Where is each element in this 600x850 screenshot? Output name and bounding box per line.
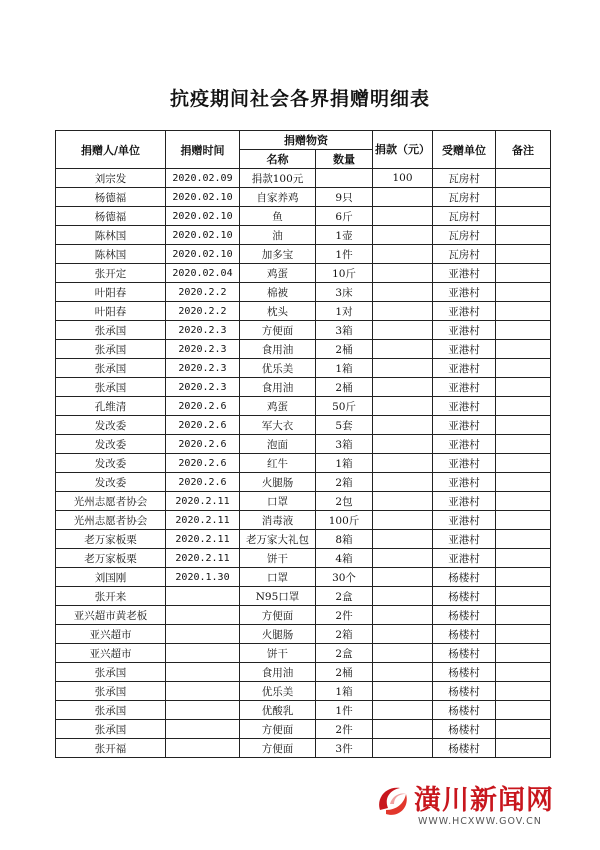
table-row bbox=[56, 416, 551, 435]
receiver-cell: 瓦房村 bbox=[433, 188, 496, 207]
goods-qty-cell: 3床 bbox=[316, 283, 373, 302]
donor-cell: 张承国 bbox=[56, 378, 166, 397]
cash-cell bbox=[373, 663, 433, 682]
date-cell bbox=[166, 720, 240, 739]
cash-cell bbox=[373, 511, 433, 530]
receiver-cell: 亚港村 bbox=[433, 397, 496, 416]
goods-name-cell: 食用油 bbox=[240, 378, 316, 397]
goods-name-cell: 口罩 bbox=[240, 568, 316, 587]
receiver-cell: 瓦房村 bbox=[433, 207, 496, 226]
cash-cell bbox=[373, 720, 433, 739]
site-url: WWW.HCXWW.GOV.CN bbox=[418, 816, 542, 827]
remark-cell bbox=[496, 625, 551, 644]
donor-cell: 杨德福 bbox=[56, 188, 166, 207]
receiver-cell: 亚港村 bbox=[433, 511, 496, 530]
remark-cell bbox=[496, 644, 551, 663]
goods-name-cell: 优乐美 bbox=[240, 682, 316, 701]
table-row bbox=[56, 568, 551, 587]
remark-cell bbox=[496, 245, 551, 264]
remark-cell bbox=[496, 530, 551, 549]
goods-qty-cell: 3箱 bbox=[316, 321, 373, 340]
table-row bbox=[56, 682, 551, 701]
goods-qty-cell: 2箱 bbox=[316, 473, 373, 492]
table-row bbox=[56, 492, 551, 511]
goods-qty-cell: 2桶 bbox=[316, 378, 373, 397]
donor-cell: 张承国 bbox=[56, 359, 166, 378]
receiver-cell: 亚港村 bbox=[433, 473, 496, 492]
receiver-cell: 杨楼村 bbox=[433, 682, 496, 701]
receiver-cell: 杨楼村 bbox=[433, 606, 496, 625]
receiver-cell: 亚港村 bbox=[433, 530, 496, 549]
date-cell: 2020.2.11 bbox=[166, 530, 240, 549]
receiver-cell: 杨楼村 bbox=[433, 701, 496, 720]
table-row bbox=[56, 625, 551, 644]
table-row bbox=[56, 720, 551, 739]
receiver-cell: 杨楼村 bbox=[433, 644, 496, 663]
receiver-cell: 亚港村 bbox=[433, 549, 496, 568]
goods-qty-cell: 2件 bbox=[316, 606, 373, 625]
donor-cell: 陈林国 bbox=[56, 226, 166, 245]
remark-cell bbox=[496, 340, 551, 359]
date-cell: 2020.2.2 bbox=[166, 302, 240, 321]
goods-qty-cell: 100斤 bbox=[316, 511, 373, 530]
goods-qty-cell: 30个 bbox=[316, 568, 373, 587]
page-title: 抗疫期间社会各界捐赠明细表 bbox=[169, 88, 430, 110]
goods-qty-cell: 1箱 bbox=[316, 454, 373, 473]
table-row bbox=[56, 511, 551, 530]
receiver-cell: 杨楼村 bbox=[433, 587, 496, 606]
date-cell bbox=[166, 701, 240, 720]
date-cell: 2020.2.2 bbox=[166, 283, 240, 302]
remark-cell bbox=[496, 435, 551, 454]
date-cell: 2020.02.10 bbox=[166, 226, 240, 245]
donor-cell: 陈林国 bbox=[56, 245, 166, 264]
table-row bbox=[56, 739, 551, 758]
remark-cell bbox=[496, 701, 551, 720]
goods-qty-cell: 3件 bbox=[316, 739, 373, 758]
donor-cell: 张承国 bbox=[56, 321, 166, 340]
remark-cell bbox=[496, 302, 551, 321]
table-row bbox=[56, 321, 551, 340]
donor-cell: 发改委 bbox=[56, 454, 166, 473]
cash-cell bbox=[373, 549, 433, 568]
receiver-cell: 杨楼村 bbox=[433, 625, 496, 644]
goods-name-cell: 优酸乳 bbox=[240, 701, 316, 720]
cash-cell bbox=[373, 416, 433, 435]
cash-cell bbox=[373, 226, 433, 245]
goods-qty-cell: 2包 bbox=[316, 492, 373, 511]
cash-cell bbox=[373, 625, 433, 644]
goods-qty-cell: 3箱 bbox=[316, 435, 373, 454]
header-remark: 备注 bbox=[496, 131, 551, 169]
cash-cell bbox=[373, 359, 433, 378]
cash-cell bbox=[373, 492, 433, 511]
table-row bbox=[56, 530, 551, 549]
remark-cell bbox=[496, 682, 551, 701]
donor-cell: 发改委 bbox=[56, 473, 166, 492]
date-cell: 2020.02.10 bbox=[166, 245, 240, 264]
remark-cell bbox=[496, 416, 551, 435]
goods-name-cell: 优乐美 bbox=[240, 359, 316, 378]
goods-qty-cell: 4箱 bbox=[316, 549, 373, 568]
site-watermark bbox=[372, 776, 582, 836]
remark-cell bbox=[496, 587, 551, 606]
goods-qty-cell: 2件 bbox=[316, 720, 373, 739]
goods-name-cell: 自家养鸡 bbox=[240, 188, 316, 207]
donor-cell: 张开福 bbox=[56, 739, 166, 758]
receiver-cell: 亚港村 bbox=[433, 378, 496, 397]
goods-name-cell: 鱼 bbox=[240, 207, 316, 226]
goods-qty-cell: 2桶 bbox=[316, 340, 373, 359]
remark-cell bbox=[496, 378, 551, 397]
donor-cell: 刘国刚 bbox=[56, 568, 166, 587]
goods-qty-cell: 9只 bbox=[316, 188, 373, 207]
table-body bbox=[56, 169, 551, 758]
goods-name-cell: 饼干 bbox=[240, 644, 316, 663]
donor-cell: 叶阳春 bbox=[56, 283, 166, 302]
goods-qty-cell: 2盒 bbox=[316, 587, 373, 606]
table-row bbox=[56, 473, 551, 492]
cash-cell bbox=[373, 739, 433, 758]
donor-cell: 张承国 bbox=[56, 663, 166, 682]
goods-name-cell: 加多宝 bbox=[240, 245, 316, 264]
date-cell bbox=[166, 644, 240, 663]
donor-cell: 亚兴超市 bbox=[56, 644, 166, 663]
table-row bbox=[56, 587, 551, 606]
cash-cell bbox=[373, 397, 433, 416]
remark-cell bbox=[496, 492, 551, 511]
cash-cell bbox=[373, 606, 433, 625]
remark-cell bbox=[496, 359, 551, 378]
site-logo-icon bbox=[372, 780, 412, 820]
donor-cell: 亚兴超市 bbox=[56, 625, 166, 644]
receiver-cell: 亚港村 bbox=[433, 359, 496, 378]
goods-qty-cell: 8箱 bbox=[316, 530, 373, 549]
goods-name-cell: 泡面 bbox=[240, 435, 316, 454]
remark-cell bbox=[496, 207, 551, 226]
remark-cell bbox=[496, 169, 551, 188]
remark-cell bbox=[496, 568, 551, 587]
remark-cell bbox=[496, 226, 551, 245]
table-row bbox=[56, 378, 551, 397]
cash-cell bbox=[373, 264, 433, 283]
cash-cell bbox=[373, 530, 433, 549]
table-row bbox=[56, 701, 551, 720]
goods-name-cell: 油 bbox=[240, 226, 316, 245]
remark-cell bbox=[496, 473, 551, 492]
date-cell: 2020.2.3 bbox=[166, 378, 240, 397]
donor-cell: 叶阳春 bbox=[56, 302, 166, 321]
donor-cell: 杨德福 bbox=[56, 207, 166, 226]
cash-cell bbox=[373, 188, 433, 207]
header-donor: 捐赠人/单位 bbox=[56, 131, 166, 169]
goods-name-cell: 红牛 bbox=[240, 454, 316, 473]
goods-name-cell: 捐款100元 bbox=[240, 169, 316, 188]
date-cell: 2020.2.11 bbox=[166, 492, 240, 511]
table-row bbox=[56, 663, 551, 682]
date-cell: 2020.2.11 bbox=[166, 511, 240, 530]
table-row bbox=[56, 264, 551, 283]
receiver-cell: 亚港村 bbox=[433, 302, 496, 321]
date-cell bbox=[166, 606, 240, 625]
table-row bbox=[56, 454, 551, 473]
cash-cell bbox=[373, 283, 433, 302]
goods-qty-cell: 2箱 bbox=[316, 625, 373, 644]
table-row bbox=[56, 435, 551, 454]
donor-cell: 张承国 bbox=[56, 682, 166, 701]
goods-name-cell: 火腿肠 bbox=[240, 625, 316, 644]
cash-cell bbox=[373, 587, 433, 606]
date-cell: 2020.1.30 bbox=[166, 568, 240, 587]
goods-qty-cell: 1箱 bbox=[316, 682, 373, 701]
date-cell: 2020.2.3 bbox=[166, 359, 240, 378]
donor-cell: 光州志愿者协会 bbox=[56, 492, 166, 511]
header-receiver: 受赠单位 bbox=[433, 131, 496, 169]
receiver-cell: 亚港村 bbox=[433, 283, 496, 302]
remark-cell bbox=[496, 321, 551, 340]
goods-name-cell: 枕头 bbox=[240, 302, 316, 321]
cash-cell bbox=[373, 644, 433, 663]
donor-cell: 刘宗发 bbox=[56, 169, 166, 188]
goods-qty-cell: 1件 bbox=[316, 701, 373, 720]
table-row bbox=[56, 549, 551, 568]
cash-cell bbox=[373, 473, 433, 492]
goods-name-cell: 饼干 bbox=[240, 549, 316, 568]
cash-cell bbox=[373, 302, 433, 321]
goods-qty-cell: 2桶 bbox=[316, 663, 373, 682]
goods-name-cell: 方便面 bbox=[240, 321, 316, 340]
header-goods: 捐赠物资 bbox=[240, 131, 373, 150]
goods-name-cell: 消毒液 bbox=[240, 511, 316, 530]
cash-cell: 100 bbox=[373, 169, 433, 188]
goods-name-cell: 方便面 bbox=[240, 739, 316, 758]
receiver-cell: 瓦房村 bbox=[433, 169, 496, 188]
remark-cell bbox=[496, 454, 551, 473]
date-cell: 2020.2.6 bbox=[166, 454, 240, 473]
table-row bbox=[56, 606, 551, 625]
goods-name-cell: N95口罩 bbox=[240, 587, 316, 606]
goods-name-cell: 方便面 bbox=[240, 606, 316, 625]
date-cell bbox=[166, 739, 240, 758]
date-cell: 2020.2.3 bbox=[166, 321, 240, 340]
table-row bbox=[56, 302, 551, 321]
receiver-cell: 亚港村 bbox=[433, 492, 496, 511]
donor-cell: 发改委 bbox=[56, 416, 166, 435]
donor-cell: 张承国 bbox=[56, 701, 166, 720]
table-row bbox=[56, 169, 551, 188]
date-cell bbox=[166, 663, 240, 682]
date-cell: 2020.2.3 bbox=[166, 340, 240, 359]
donor-cell: 光州志愿者协会 bbox=[56, 511, 166, 530]
goods-name-cell: 棉被 bbox=[240, 283, 316, 302]
goods-name-cell: 鸡蛋 bbox=[240, 397, 316, 416]
goods-qty-cell: 2盒 bbox=[316, 644, 373, 663]
receiver-cell: 亚港村 bbox=[433, 340, 496, 359]
goods-qty-cell: 1壶 bbox=[316, 226, 373, 245]
donor-cell: 张开来 bbox=[56, 587, 166, 606]
header-date: 捐赠时间 bbox=[166, 131, 240, 169]
cash-cell bbox=[373, 454, 433, 473]
goods-qty-cell: 1件 bbox=[316, 245, 373, 264]
cash-cell bbox=[373, 568, 433, 587]
date-cell: 2020.02.10 bbox=[166, 207, 240, 226]
date-cell: 2020.2.6 bbox=[166, 473, 240, 492]
remark-cell bbox=[496, 720, 551, 739]
goods-qty-cell: 1对 bbox=[316, 302, 373, 321]
date-cell bbox=[166, 625, 240, 644]
receiver-cell: 亚港村 bbox=[433, 416, 496, 435]
remark-cell bbox=[496, 511, 551, 530]
receiver-cell: 亚港村 bbox=[433, 321, 496, 340]
header-goods-name: 名称 bbox=[240, 150, 316, 169]
receiver-cell: 亚港村 bbox=[433, 264, 496, 283]
date-cell: 2020.02.10 bbox=[166, 188, 240, 207]
cash-cell bbox=[373, 340, 433, 359]
table-row bbox=[56, 397, 551, 416]
remark-cell bbox=[496, 264, 551, 283]
goods-qty-cell: 10斤 bbox=[316, 264, 373, 283]
goods-name-cell: 火腿肠 bbox=[240, 473, 316, 492]
donor-cell: 张开定 bbox=[56, 264, 166, 283]
receiver-cell: 杨楼村 bbox=[433, 663, 496, 682]
donor-cell: 张承国 bbox=[56, 720, 166, 739]
cash-cell bbox=[373, 245, 433, 264]
donor-cell: 老万家板栗 bbox=[56, 549, 166, 568]
donor-cell: 亚兴超市黄老板 bbox=[56, 606, 166, 625]
remark-cell bbox=[496, 549, 551, 568]
date-cell: 2020.2.6 bbox=[166, 435, 240, 454]
table-row bbox=[56, 207, 551, 226]
header-cash: 捐款（元） bbox=[373, 131, 433, 169]
goods-qty-cell bbox=[316, 169, 373, 188]
remark-cell bbox=[496, 188, 551, 207]
table-row bbox=[56, 359, 551, 378]
cash-cell bbox=[373, 378, 433, 397]
site-name: 潢川新闻网 bbox=[414, 785, 554, 816]
remark-cell bbox=[496, 283, 551, 302]
goods-name-cell: 口罩 bbox=[240, 492, 316, 511]
receiver-cell: 杨楼村 bbox=[433, 568, 496, 587]
table-row bbox=[56, 283, 551, 302]
donor-cell: 发改委 bbox=[56, 435, 166, 454]
goods-name-cell: 鸡蛋 bbox=[240, 264, 316, 283]
header-goods-qty: 数量 bbox=[316, 150, 373, 169]
cash-cell bbox=[373, 701, 433, 720]
table-row bbox=[56, 245, 551, 264]
table-row bbox=[56, 644, 551, 663]
cash-cell bbox=[373, 207, 433, 226]
remark-cell bbox=[496, 397, 551, 416]
remark-cell bbox=[496, 663, 551, 682]
goods-name-cell: 食用油 bbox=[240, 340, 316, 359]
date-cell: 2020.02.09 bbox=[166, 169, 240, 188]
date-cell bbox=[166, 587, 240, 606]
cash-cell bbox=[373, 435, 433, 454]
donor-cell: 张承国 bbox=[56, 340, 166, 359]
goods-name-cell: 军大衣 bbox=[240, 416, 316, 435]
goods-name-cell: 老万家大礼包 bbox=[240, 530, 316, 549]
cash-cell bbox=[373, 321, 433, 340]
goods-name-cell: 食用油 bbox=[240, 663, 316, 682]
receiver-cell: 瓦房村 bbox=[433, 226, 496, 245]
table-row bbox=[56, 226, 551, 245]
receiver-cell: 杨楼村 bbox=[433, 739, 496, 758]
receiver-cell: 杨楼村 bbox=[433, 720, 496, 739]
table-row bbox=[56, 340, 551, 359]
goods-name-cell: 方便面 bbox=[240, 720, 316, 739]
receiver-cell: 亚港村 bbox=[433, 454, 496, 473]
goods-qty-cell: 6斤 bbox=[316, 207, 373, 226]
donation-table bbox=[55, 130, 551, 758]
goods-qty-cell: 50斤 bbox=[316, 397, 373, 416]
date-cell: 2020.2.6 bbox=[166, 397, 240, 416]
date-cell: 2020.2.11 bbox=[166, 549, 240, 568]
date-cell bbox=[166, 682, 240, 701]
date-cell: 2020.2.6 bbox=[166, 416, 240, 435]
remark-cell bbox=[496, 606, 551, 625]
donor-cell: 老万家板栗 bbox=[56, 530, 166, 549]
receiver-cell: 亚港村 bbox=[433, 435, 496, 454]
table-row bbox=[56, 188, 551, 207]
goods-qty-cell: 5套 bbox=[316, 416, 373, 435]
date-cell: 2020.02.04 bbox=[166, 264, 240, 283]
receiver-cell: 瓦房村 bbox=[433, 245, 496, 264]
goods-qty-cell: 1箱 bbox=[316, 359, 373, 378]
donor-cell: 孔维清 bbox=[56, 397, 166, 416]
remark-cell bbox=[496, 739, 551, 758]
cash-cell bbox=[373, 682, 433, 701]
